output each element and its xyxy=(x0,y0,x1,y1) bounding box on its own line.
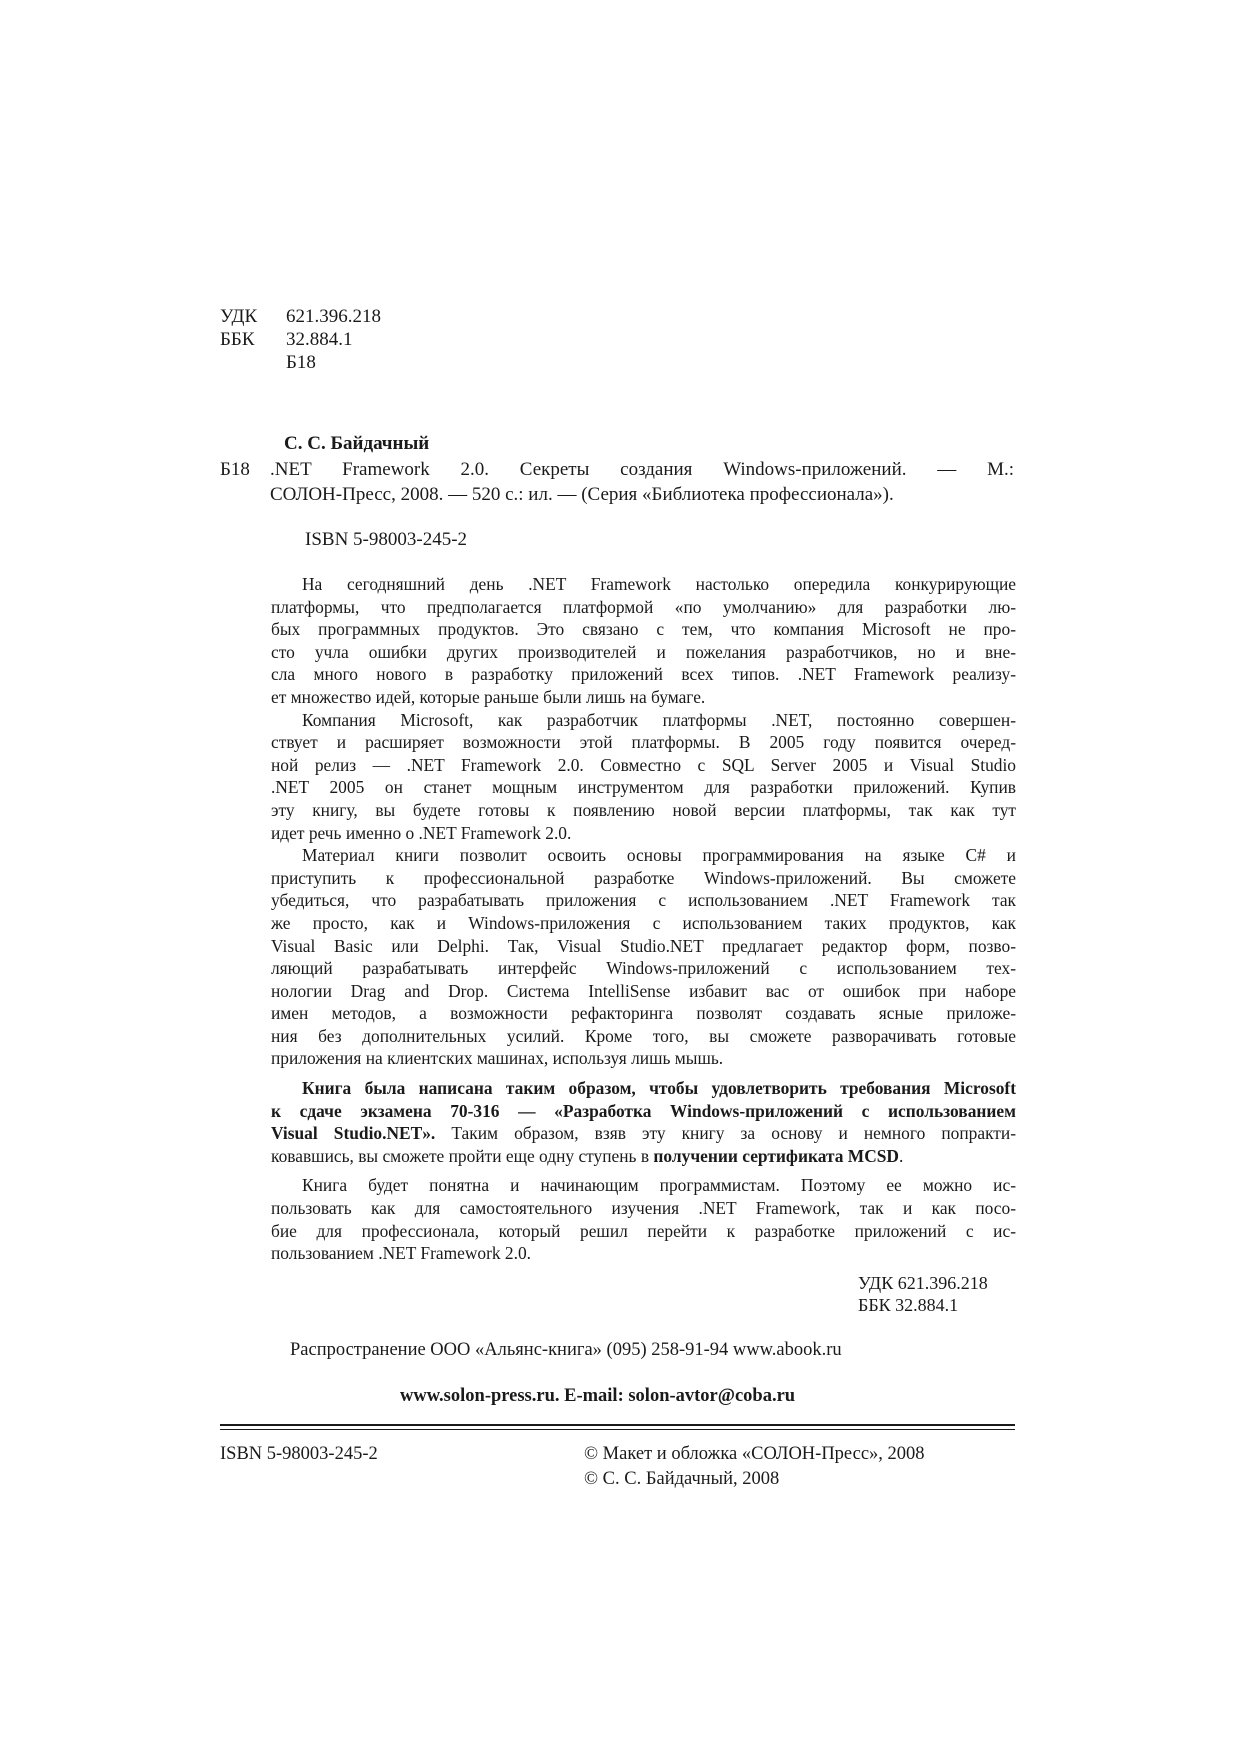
annotation-paragraph-1 xyxy=(271,573,1016,709)
text-line: ния без дополнительных усилий. Кроме того, вы сможете разворачивать готовые xyxy=(271,1025,1016,1046)
text-line: ствует и расширяет возможности этой платформы. В 2005 году появится очеред- xyxy=(271,732,1016,753)
index-codes-right xyxy=(858,1272,988,1316)
text-line: сто учла ошибки других производителей и пожелания разработчиков, но и вне- xyxy=(271,641,1016,662)
text-line: пользованием .NET Framework 2.0. xyxy=(271,1243,532,1264)
text-line: .NET 2005 он станет мощным инструментом для разработки приложений. Купив xyxy=(271,777,1016,798)
udk-code: УДК 621.396.218 xyxy=(858,1273,988,1293)
biblio-line-2: СОЛОН-Пресс, 2008. — 520 с.: ил. — (Серия «Библиотека профессионала»). xyxy=(270,484,894,505)
text-line: пользовать как для самостоятельного изучения .NET Framework, так и как посо- xyxy=(271,1198,1016,1219)
author-sign: Б18 xyxy=(286,352,316,373)
text-line: На сегодняшний день .NET Framework настолько опередила конкурирующие xyxy=(302,574,1016,594)
distribution-info: Распространение ООО «Альянс-книга» (095) 258-91-94 www.abook.ru xyxy=(290,1340,842,1360)
website-email: www.solon-press.ru. E-mail: solon-avtor@coba.ru xyxy=(400,1386,796,1406)
text-line: ет множество идей, которые раньше были лишь на бумаге. xyxy=(271,686,706,707)
bold-text: Книга была написана таким образом, чтобы удовлетворить требования Microsoft xyxy=(302,1078,1016,1099)
text-line-bold xyxy=(271,1100,1016,1123)
bold-text: получении сертификата MCSD xyxy=(653,1145,899,1166)
annotation xyxy=(271,573,1016,1265)
plain-text: ковавшись, вы сможете пройти еще одну ступень в xyxy=(271,1145,654,1166)
text-line: бых программных продуктов. Это связано с тем, что компания Microsoft не про- xyxy=(271,619,1016,640)
bbk-value: 32.884.1 xyxy=(286,329,353,350)
bold-text: к сдаче экзамена 70-316 — «Разработка Windows-приложений с использованием xyxy=(271,1100,1016,1121)
annotation-paragraph-4 xyxy=(271,1077,1016,1167)
bbk-row xyxy=(220,328,381,351)
text-line: платформы, что предполагается платформой «по умолчанию» для разработки лю- xyxy=(271,596,1016,617)
isbn-bottom: ISBN 5-98003-245-2 xyxy=(220,1444,378,1464)
annotation-paragraph-3 xyxy=(271,844,1016,1070)
text-line: ляющий разрабатывать интерфейс Windows-приложений с использованием тех- xyxy=(271,958,1016,979)
text-line: Материал книги позволит освоить основы программирования на языке C# и xyxy=(302,845,1016,866)
bold-text: Visual Studio.NET». xyxy=(271,1123,436,1144)
udk-row xyxy=(220,305,381,328)
author-name: С. С. Байдачный xyxy=(284,433,430,454)
udk-label: УДК xyxy=(220,306,258,327)
text-line: идет речь именно о .NET Framework 2.0. xyxy=(271,822,572,843)
text-line: убедиться, что разрабатывать приложения с использованием .NET Framework так xyxy=(271,890,1016,911)
bbk-code: ББК 32.884.1 xyxy=(858,1295,959,1315)
paragraph-gap xyxy=(302,1070,1016,1077)
text-line-bold xyxy=(302,1077,1016,1100)
text-line: бие для профессионала, который решил перейти к разработке приложений с ис- xyxy=(271,1220,1016,1241)
paragraph-gap xyxy=(302,1167,1016,1174)
annotation-paragraph-2 xyxy=(271,709,1016,845)
plain-text: . xyxy=(899,1145,904,1166)
index-codes xyxy=(220,305,381,374)
text-line: приложения на клиентских машинах, используя лишь мышь. xyxy=(271,1048,724,1069)
text-line: Книга будет понятна и начинающим программистам. Поэтому ее можно ис- xyxy=(302,1175,1016,1196)
text-line: же просто, как и Windows-приложения с использованием таких продуктов, как xyxy=(271,912,1016,933)
text-line xyxy=(271,1145,1016,1168)
text-line: имен методов, а возможности рефакторинга позволят создавать ясные приложе- xyxy=(271,1003,1016,1024)
udk-value: 621.396.218 xyxy=(286,306,381,327)
annotation-paragraph-5 xyxy=(271,1174,1016,1264)
text-line xyxy=(271,1122,1016,1145)
text-line: нологии Drag and Drop. Система IntelliSense избавит вас от ошибок при наборе xyxy=(271,980,1016,1001)
isbn-top: ISBN 5-98003-245-2 xyxy=(305,529,468,550)
text-line: ной релиз — .NET Framework 2.0. Совместно с SQL Server 2005 и Visual Studio xyxy=(271,754,1016,775)
text-line: приступить к профессиональной разработке Windows-приложений. Вы сможете xyxy=(271,867,1016,888)
text-line: Visual Basic или Delphi. Так, Visual Studio.NET предлагает редактор форм, позво- xyxy=(271,935,1016,956)
bbk-label: ББК xyxy=(220,329,255,350)
bibliographic-record xyxy=(220,457,1014,507)
biblio-line-1: .NET Framework 2.0. Секреты создания Windows-приложений. — М.: xyxy=(270,459,1014,480)
text-line: сла много нового в разработку приложений всех типов. .NET Framework реализу- xyxy=(271,664,1016,685)
text-line: Компания Microsoft, как разработчик платформы .NET, постоянно совершен- xyxy=(302,709,1016,730)
plain-text: Таким образом, взяв эту книгу за основу и немного попракти- xyxy=(435,1123,1016,1144)
divider-thick xyxy=(220,1424,1015,1426)
copyright-line-1: © Макет и обложка «СОЛОН-Пресс», 2008 xyxy=(584,1444,925,1464)
text-line: эту книгу, вы будете готовы к появлению новой версии платформы, так как тут xyxy=(271,799,1016,820)
biblio-code: Б18 xyxy=(220,459,250,480)
copyright-notices xyxy=(584,1442,925,1492)
copyright-line-2: © С. С. Байдачный, 2008 xyxy=(584,1469,780,1489)
divider-thin xyxy=(220,1429,1015,1430)
